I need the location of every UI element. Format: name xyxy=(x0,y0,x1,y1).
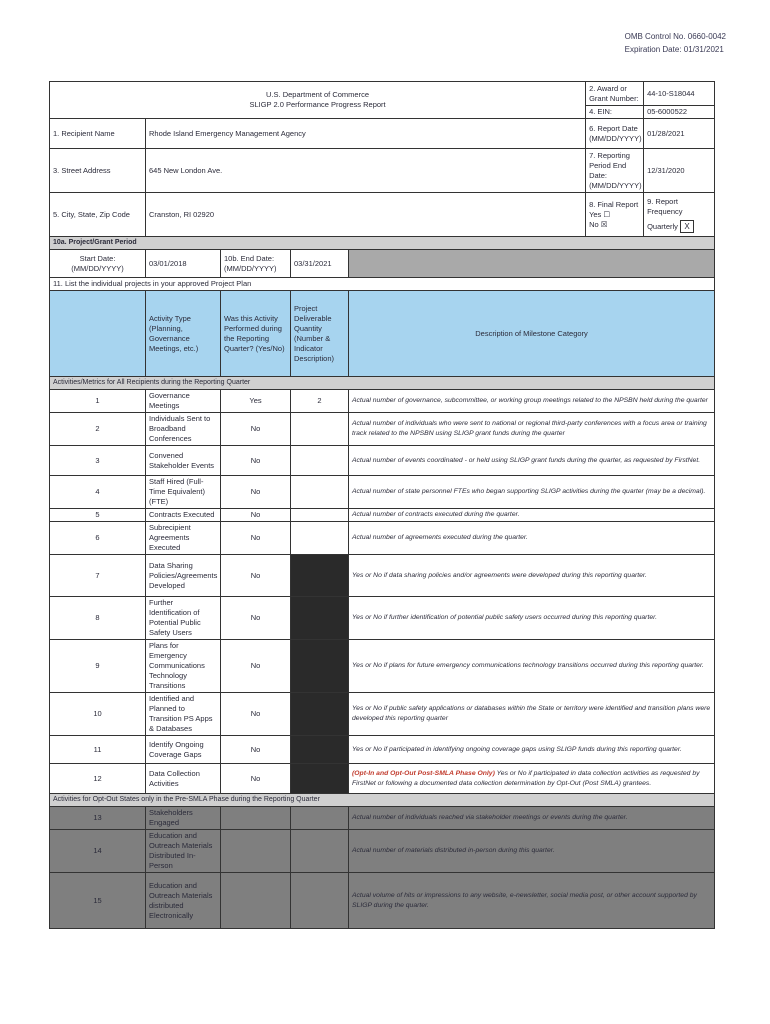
row-description: Actual volume of hits or impressions to any website, e-newsletter, social media post, or other account supported by SLIGP during the quarter. xyxy=(349,873,715,929)
row-activity: Education and Outreach Materials Distributed In-Person xyxy=(146,830,221,873)
row-performed: No xyxy=(221,509,291,522)
col-description: Description of Milestone Category xyxy=(349,291,715,377)
final-report-cell: 8. Final Report Yes ☐ No ☒ xyxy=(586,193,644,237)
frequency-value: Quarterly xyxy=(647,221,678,231)
col-activity-type: Activity Type (Planning, Governance Meetings, etc.) xyxy=(146,291,221,377)
end-date-label: 10b. End Date: (MM/DD/YYYY) xyxy=(221,250,291,278)
row-quantity-blocked xyxy=(291,736,349,764)
omb-block xyxy=(625,30,726,56)
table-row xyxy=(50,830,715,873)
row-description-text: Yes or No if participated in data collection activities as requested by FirstNet or following a documented data collection determination by Opt-Out (Post SMLA) grantees. xyxy=(352,769,700,787)
row-quantity xyxy=(291,522,349,555)
end-date-value: 03/31/2021 xyxy=(291,250,349,278)
row-performed: No xyxy=(221,555,291,597)
period-section-label: 10a. Project/Grant Period xyxy=(50,237,715,250)
report-title: SLIGP 2.0 Performance Progress Report xyxy=(249,100,386,109)
row-number: 8 xyxy=(50,597,146,640)
row-quantity xyxy=(291,873,349,929)
final-yes-label: Yes xyxy=(589,209,602,219)
row-description: Yes or No if public safety applications or databases within the State or territory were identified and transition plans were developed this reporting quarter xyxy=(349,693,715,736)
row-number: 10 xyxy=(50,693,146,736)
row-activity: Individuals Sent to Broadband Conferences xyxy=(146,413,221,446)
row-performed: No xyxy=(221,522,291,555)
final-no-label: No xyxy=(589,219,599,229)
row-number: 15 xyxy=(50,873,146,929)
performance-report-form xyxy=(49,81,715,929)
row-activity: Stakeholders Engaged xyxy=(146,807,221,830)
section-opt-out: Activities for Opt-Out States only in the Pre-SMLA Phase during the Reporting Quarter xyxy=(50,794,715,807)
ein-value: 05-6000522 xyxy=(644,106,715,119)
row-number: 13 xyxy=(50,807,146,830)
street-label: 3. Street Address xyxy=(50,149,146,193)
row-performed: No xyxy=(221,640,291,693)
recipient-name-value: Rhode Island Emergency Management Agency xyxy=(146,119,586,149)
table-row xyxy=(50,390,715,413)
table-row xyxy=(50,597,715,640)
omb-control: OMB Control No. 0660-0042 xyxy=(624,32,726,41)
period-end-label: 7. Reporting Period End Date: (MM/DD/YYYY) xyxy=(586,149,644,193)
report-frequency-cell xyxy=(644,193,715,237)
table-row xyxy=(50,807,715,830)
table-row xyxy=(50,509,715,522)
omb-expiration: Expiration Date: 01/31/2021 xyxy=(624,45,724,54)
street-value: 645 New London Ave. xyxy=(146,149,586,193)
row-activity: Governance Meetings xyxy=(146,390,221,413)
row-description: Actual number of individuals reached via stakeholder meetings or events during the quarter. xyxy=(349,807,715,830)
row-activity: Further Identification of Potential Public Safety Users xyxy=(146,597,221,640)
row-quantity-blocked xyxy=(291,555,349,597)
row-performed: No xyxy=(221,476,291,509)
row-number: 11 xyxy=(50,736,146,764)
row-description: Actual number of agreements executed during the quarter. xyxy=(349,522,715,555)
row-activity: Identified and Planned to Transition PS Apps & Databases xyxy=(146,693,221,736)
table-row xyxy=(50,640,715,693)
row-number: 5 xyxy=(50,509,146,522)
row-performed: No xyxy=(221,413,291,446)
row-activity: Data Sharing Policies/Agreements Developed xyxy=(146,555,221,597)
row-number: 14 xyxy=(50,830,146,873)
table-row xyxy=(50,476,715,509)
row-performed: Yes xyxy=(221,390,291,413)
col-quantity: Project Deliverable Quantity (Number & Indicator Description) xyxy=(291,291,349,377)
row-quantity-blocked xyxy=(291,764,349,794)
row-activity: Data Collection Activities xyxy=(146,764,221,794)
projects-label: 11. List the individual projects in your approved Project Plan xyxy=(50,278,715,291)
col-number xyxy=(50,291,146,377)
row-description: Actual number of events coordinated - or held using SLIGP grant funds during the quarter, as requested by FirstNet. xyxy=(349,446,715,476)
city-value: Cranston, RI 02920 xyxy=(146,193,586,237)
table-row xyxy=(50,413,715,446)
table-row xyxy=(50,873,715,929)
row-description: Yes or No if data sharing policies and/or agreements were developed during this reporting quarter. xyxy=(349,555,715,597)
row-description: Yes or No if further identification of potential public safety users occurred during this reporting quarter. xyxy=(349,597,715,640)
report-date-label: 6. Report Date (MM/DD/YYYY) xyxy=(586,119,644,149)
row-performed: No xyxy=(221,446,291,476)
row-number: 3 xyxy=(50,446,146,476)
row-performed: No xyxy=(221,764,291,794)
row-activity: Convened Stakeholder Events xyxy=(146,446,221,476)
agency-title: U.S. Department of Commerce xyxy=(266,90,369,99)
row-description: Actual number of contracts executed during the quarter. xyxy=(349,509,715,522)
row-activity: Contracts Executed xyxy=(146,509,221,522)
row-number: 9 xyxy=(50,640,146,693)
row-quantity xyxy=(291,446,349,476)
award-label: 2. Award or Grant Number: xyxy=(586,82,644,106)
opt-in-note: (Opt-In and Opt-Out Post-SMLA Phase Only) xyxy=(352,769,495,777)
period-shaded xyxy=(349,250,715,278)
final-report-label: 8. Final Report xyxy=(589,199,639,209)
row-quantity xyxy=(291,413,349,446)
row-quantity xyxy=(291,807,349,830)
report-date-value: 01/28/2021 xyxy=(644,119,715,149)
award-value: 44-10-S18044 xyxy=(644,82,715,106)
row-description: Yes or No if participated in identifying ongoing coverage gaps using SLIGP funds during this reporting quarter. xyxy=(349,736,715,764)
row-performed xyxy=(221,873,291,929)
row-number: 1 xyxy=(50,390,146,413)
table-row xyxy=(50,736,715,764)
table-row xyxy=(50,446,715,476)
row-number: 7 xyxy=(50,555,146,597)
row-number: 6 xyxy=(50,522,146,555)
recipient-name-label: 1. Recipient Name xyxy=(50,119,146,149)
table-row xyxy=(50,693,715,736)
start-date-label: Start Date: (MM/DD/YYYY) xyxy=(50,250,146,278)
row-activity: Education and Outreach Materials distributed Electronically xyxy=(146,873,221,929)
row-quantity-blocked xyxy=(291,640,349,693)
row-description: Yes or No if plans for future emergency communications technology transitions occurred during this reporting quarter. xyxy=(349,640,715,693)
row-description: Actual number of individuals who were sent to national or regional third-party conferences with a focus area or training track related to the NPSBN using SLIGP grant funds during the quarter xyxy=(349,413,715,446)
section-all-recipients: Activities/Metrics for All Recipients during the Reporting Quarter xyxy=(50,377,715,390)
row-performed xyxy=(221,807,291,830)
row-quantity-blocked xyxy=(291,597,349,640)
period-end-value: 12/31/2020 xyxy=(644,149,715,193)
city-label: 5. City, State, Zip Code xyxy=(50,193,146,237)
row-activity: Staff Hired (Full-Time Equivalent)(FTE) xyxy=(146,476,221,509)
row-activity: Subrecipient Agreements Executed xyxy=(146,522,221,555)
start-date-value: 03/01/2018 xyxy=(146,250,221,278)
row-performed: No xyxy=(221,693,291,736)
col-performed: Was this Activity Performed during the Reporting Quarter? (Yes/No) xyxy=(221,291,291,377)
table-row xyxy=(50,522,715,555)
frequency-label: 9. Report Frequency xyxy=(647,196,683,216)
row-quantity xyxy=(291,476,349,509)
row-description: Actual number of state personnel FTEs who began supporting SLIGP activities during the quarter (may be a decimal). xyxy=(349,476,715,509)
row-number: 12 xyxy=(50,764,146,794)
row-number: 2 xyxy=(50,413,146,446)
row-performed xyxy=(221,830,291,873)
row-quantity-blocked xyxy=(291,693,349,736)
form-header xyxy=(50,82,586,119)
table-row xyxy=(50,555,715,597)
row-quantity: 2 xyxy=(291,390,349,413)
row-description: Actual number of materials distributed in-person during this quarter. xyxy=(349,830,715,873)
ein-label: 4. EIN: xyxy=(586,106,644,119)
row-performed: No xyxy=(221,736,291,764)
row-description: Actual number of governance, subcommittee, or working group meetings related to the NPSBN held during the quarter xyxy=(349,390,715,413)
row-description xyxy=(349,764,715,794)
row-number: 4 xyxy=(50,476,146,509)
row-activity: Identify Ongoing Coverage Gaps xyxy=(146,736,221,764)
row-performed: No xyxy=(221,597,291,640)
row-quantity xyxy=(291,509,349,522)
table-row xyxy=(50,764,715,794)
row-activity: Plans for Emergency Communications Technology Transitions xyxy=(146,640,221,693)
row-quantity xyxy=(291,830,349,873)
frequency-checkbox: X xyxy=(680,220,694,233)
